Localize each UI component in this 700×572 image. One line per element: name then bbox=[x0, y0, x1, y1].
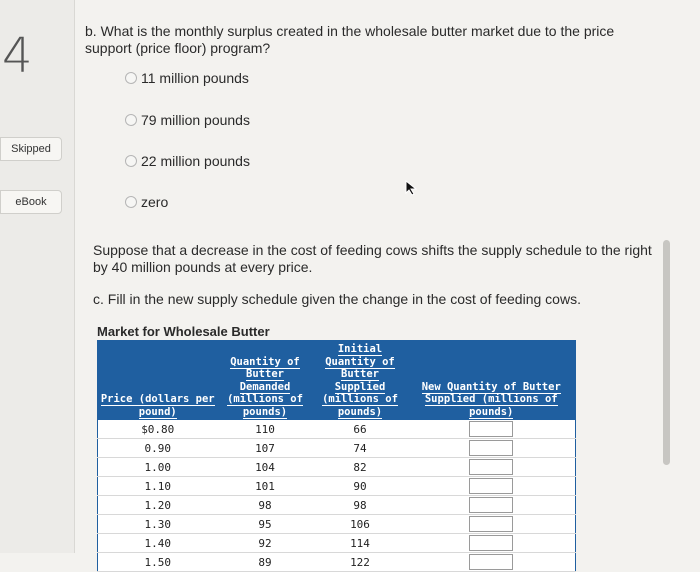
table-row bbox=[98, 534, 576, 553]
table-title: Market for Wholesale Butter bbox=[97, 324, 270, 339]
scrollbar-thumb[interactable] bbox=[663, 240, 670, 465]
demanded-cell: 89 bbox=[218, 553, 313, 572]
demanded-cell: 95 bbox=[218, 515, 313, 534]
price-cell: 1.20 bbox=[98, 496, 218, 515]
supplied-cell: 98 bbox=[313, 496, 408, 515]
price-cell: 1.50 bbox=[98, 553, 218, 572]
question-b-prompt: b. What is the monthly surplus created in the wholesale butter market due to the price support (price floor) program? bbox=[85, 23, 615, 56]
option-label: zero bbox=[141, 194, 169, 210]
option-label: 79 million pounds bbox=[141, 112, 250, 128]
mouse-cursor-icon bbox=[405, 180, 419, 196]
table-row bbox=[98, 553, 576, 572]
demanded-cell: 104 bbox=[218, 458, 313, 477]
table-row bbox=[98, 458, 576, 477]
question-c-prompt: c. Fill in the new supply schedule given the change in the cost of feeding cows. bbox=[93, 291, 581, 307]
radio-button[interactable] bbox=[125, 196, 137, 208]
price-cell: 1.00 bbox=[98, 458, 218, 477]
supplied-cell: 114 bbox=[313, 534, 408, 553]
new-supply-input[interactable] bbox=[469, 516, 513, 532]
new-supply-input[interactable] bbox=[469, 478, 513, 494]
question-number: 4 bbox=[2, 28, 33, 84]
option-label: 11 million pounds bbox=[141, 70, 249, 86]
option-3[interactable] bbox=[125, 153, 250, 169]
left-sidebar bbox=[0, 0, 75, 553]
new-supply-input[interactable] bbox=[469, 535, 513, 551]
table-row bbox=[98, 496, 576, 515]
header-supplied: Initial Quantity of Butter Supplied (millions of pounds) bbox=[313, 341, 408, 421]
header-demanded: Quantity of Butter Demanded (millions of pounds) bbox=[218, 341, 313, 421]
price-cell: 1.30 bbox=[98, 515, 218, 534]
option-2[interactable] bbox=[125, 112, 250, 128]
price-cell: $0.80 bbox=[98, 420, 218, 439]
ebook-button[interactable]: eBook bbox=[0, 190, 62, 214]
demanded-cell: 110 bbox=[218, 420, 313, 439]
header-new-supplied: New Quantity of Butter Supplied (millions of pounds) bbox=[408, 341, 576, 421]
radio-button[interactable] bbox=[125, 114, 137, 126]
supplied-cell: 66 bbox=[313, 420, 408, 439]
demanded-cell: 101 bbox=[218, 477, 313, 496]
demanded-cell: 98 bbox=[218, 496, 313, 515]
option-4[interactable] bbox=[125, 194, 168, 210]
new-supply-input[interactable] bbox=[469, 440, 513, 456]
header-price: Price (dollars per pound) bbox=[98, 341, 218, 421]
radio-button[interactable] bbox=[125, 72, 137, 84]
new-supply-input[interactable] bbox=[469, 554, 513, 570]
price-cell: 1.40 bbox=[98, 534, 218, 553]
demanded-cell: 107 bbox=[218, 439, 313, 458]
supplied-cell: 90 bbox=[313, 477, 408, 496]
new-supply-input[interactable] bbox=[469, 459, 513, 475]
skipped-badge[interactable]: Skipped bbox=[0, 137, 62, 161]
table-row bbox=[98, 477, 576, 496]
market-table bbox=[97, 340, 576, 572]
table-row bbox=[98, 515, 576, 534]
context-paragraph: Suppose that a decrease in the cost of feeding cows shifts the supply schedule to the right by 40 million pounds at every price. bbox=[93, 242, 652, 275]
radio-button[interactable] bbox=[125, 155, 137, 167]
price-cell: 1.10 bbox=[98, 477, 218, 496]
option-1[interactable] bbox=[125, 70, 249, 86]
supplied-cell: 74 bbox=[313, 439, 408, 458]
demanded-cell: 92 bbox=[218, 534, 313, 553]
new-supply-input[interactable] bbox=[469, 421, 513, 437]
supplied-cell: 106 bbox=[313, 515, 408, 534]
table-row bbox=[98, 420, 576, 439]
supplied-cell: 122 bbox=[313, 553, 408, 572]
price-cell: 0.90 bbox=[98, 439, 218, 458]
option-label: 22 million pounds bbox=[141, 153, 250, 169]
table-row bbox=[98, 439, 576, 458]
new-supply-input[interactable] bbox=[469, 497, 513, 513]
supplied-cell: 82 bbox=[313, 458, 408, 477]
